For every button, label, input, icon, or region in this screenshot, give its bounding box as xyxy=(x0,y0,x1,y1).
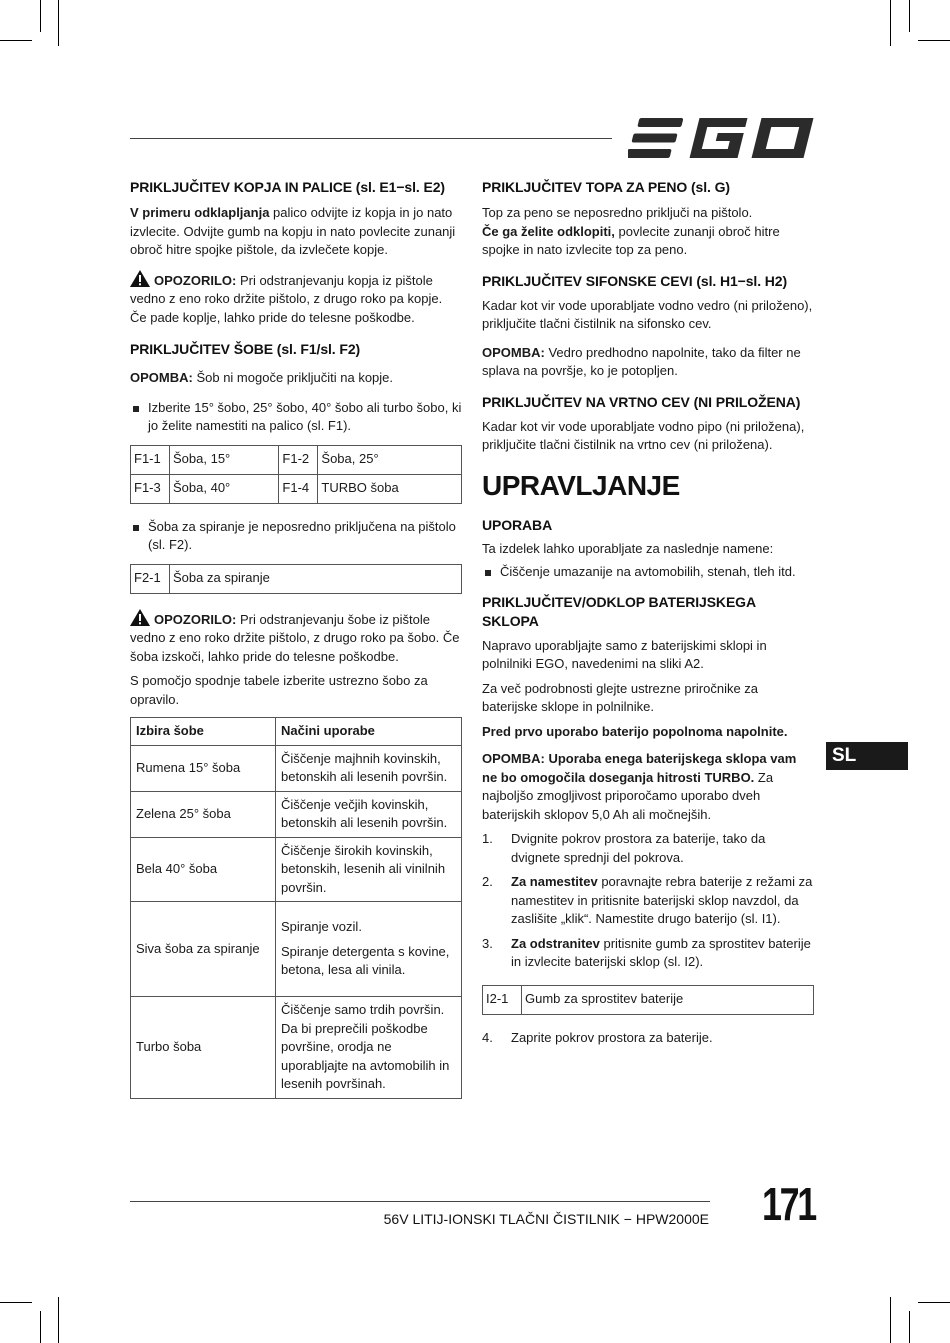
table-header: Izbira šobe xyxy=(131,718,276,746)
text: Vedro predhodno napolnite, tako da filter ne splava na površje, ko je potopljen. xyxy=(482,344,801,378)
table-row xyxy=(131,791,462,837)
crop-mark xyxy=(40,0,41,32)
table-row xyxy=(131,474,462,503)
table-row xyxy=(483,985,814,1014)
paragraph xyxy=(482,223,814,260)
step-bold: Za odstranitev xyxy=(511,935,600,951)
table-cell: Šoba, 25° xyxy=(318,445,462,474)
figure-f1-table xyxy=(130,445,462,504)
paragraph: Kadar kot vir vode uporabljate vodno vedro (ni priloženo), priključite tlačni čistilnik na sifonsko cev. xyxy=(482,297,813,331)
table-cell: F1-4 xyxy=(279,474,318,503)
language-tab: SL xyxy=(826,742,908,770)
section-title-usage: UPORABA xyxy=(482,516,553,533)
bold-lead: Če ga želite odklopiti, xyxy=(482,223,615,239)
table-cell: F1-3 xyxy=(131,474,170,503)
table-cell: Bela 40° šoba xyxy=(131,837,276,902)
numbered-step xyxy=(482,935,814,972)
crop-mark xyxy=(58,1297,59,1343)
table-cell: Čiščenje širokih kovinskih, betonskih, lesenih ali vinilnih površin. xyxy=(276,837,462,902)
usage-line: Spiranje detergenta s kovine, betona, lesa ali vinila. xyxy=(281,943,450,978)
table-cell: F1-2 xyxy=(279,445,318,474)
table-cell: I2-1 xyxy=(483,985,522,1014)
main-heading: UPRAVLJANJE xyxy=(482,469,680,501)
numbered-step xyxy=(482,1029,814,1048)
crop-mark xyxy=(890,1297,891,1343)
note-label: OPOMBA: xyxy=(130,370,193,385)
table-row xyxy=(131,837,462,902)
step-text: Dvignite pokrov prostora za baterije, tako da dvignete sprednji del pokrova. xyxy=(511,831,766,865)
table-cell: Rumena 15° šoba xyxy=(131,745,276,791)
footer-title: 56V LITIJ-IONSKI TLAČNI ČISTILNIK − HPW2000E xyxy=(383,1211,709,1227)
usage-line: Spiranje vozil. xyxy=(281,919,362,935)
step-text: poravnajte rebra baterije z režami za namestitev in pritisnite baterijski sklop navzdol, da zaslišite „klik“. Namestite drugo baterijo (sl. I1). xyxy=(511,874,813,926)
table-cell: Turbo šoba xyxy=(131,997,276,1099)
table-cell: Šoba za spiranje xyxy=(170,564,462,593)
note-paragraph xyxy=(482,344,814,381)
section-title-foam-cannon: PRIKLJUČITEV TOPA ZA PENO (sl. G) xyxy=(482,179,730,195)
numbered-step xyxy=(482,830,814,867)
warning-paragraph xyxy=(130,270,462,328)
step-number: 3. xyxy=(482,935,493,951)
crop-mark xyxy=(918,40,950,41)
crop-mark xyxy=(918,1302,950,1303)
right-column xyxy=(482,178,814,1047)
crop-mark xyxy=(909,1311,910,1343)
warning-icon xyxy=(130,609,150,626)
text: Pri odstranjevanju kopja iz pištole vedno z eno roko držite pištolo, z drugo roko pa kopje. Če pade koplje, lahko pride do telesne poškodbe. xyxy=(130,272,443,325)
section-title-siphon-hose: PRIKLJUČITEV SIFONSKE CEVI (sl. H1−sl. H2) xyxy=(482,272,788,289)
table-row xyxy=(131,997,462,1099)
paragraph: Napravo uporabljajte samo z baterijskimi sklopi in polnilniki EGO, navedenimi na sliki A2. xyxy=(482,637,767,671)
step-number: 1. xyxy=(482,831,493,846)
step-number: 4. xyxy=(482,1029,493,1045)
table-row xyxy=(131,564,462,593)
paragraph xyxy=(130,204,462,260)
table-header-row xyxy=(131,718,462,746)
text: Pri odstranjevanju šobe iz pištole vedno z eno roko držite pištolo, z drugo roko pa šobo. Če šoba izskoči, lahko pride do telesne poškodbe. xyxy=(130,611,460,664)
table-cell: Čiščenje majhnih kovinskih, betonskih ali lesenih površin. xyxy=(276,745,462,791)
table-cell: F1-1 xyxy=(131,445,170,474)
header-rule xyxy=(130,138,612,139)
table-cell: Čiščenje večjih kovinskih, betonskih ali lesenih površin. xyxy=(276,791,462,837)
note-bold: Uporaba enega baterijskega sklopa vam ne bo omogočila doseganja hitrosti TURBO. xyxy=(482,751,797,785)
text: povlecite zunanji obroč hitre spojke in nato izvlecite top za peno. xyxy=(482,223,780,257)
note-paragraph xyxy=(130,369,462,388)
paragraph: Top za peno se neposredno priključi na pištolo. xyxy=(482,205,753,220)
table-cell: Šoba, 40° xyxy=(170,474,279,503)
crop-mark xyxy=(909,0,910,32)
paragraph: S pomočjo spodnje tabele izberite ustrezno šobo za opravilo. xyxy=(130,673,428,707)
table-row xyxy=(131,745,462,791)
table-cell: Čiščenje samo trdih površin. Da bi preprečili poškodbe površine, orodja ne uporabljajte na avtomobilih in lesenih površinah. xyxy=(276,997,462,1099)
warning-label: OPOZORILO: xyxy=(154,611,237,627)
crop-mark xyxy=(0,40,32,41)
note-paragraph xyxy=(482,750,814,824)
table-cell: TURBO šoba xyxy=(318,474,462,503)
nozzle-usage-table xyxy=(130,717,462,1099)
step-text: pritisnite gumb za sprostitev baterije in izvlecite baterijski sklop (sl. I2). xyxy=(511,935,811,969)
text: Šob ni mogoče priključiti na kopje. xyxy=(192,370,394,385)
table-row xyxy=(131,445,462,474)
bullet-item: Čiščenje umazanije na avtomobilih, stenah, tleh itd. xyxy=(482,563,814,582)
table-cell: Šoba, 15° xyxy=(170,445,279,474)
bold-lead: V primeru odklapljanja xyxy=(130,205,270,220)
note-label: OPOMBA: xyxy=(482,751,545,766)
paragraph: Ta izdelek lahko uporabljate za naslednje namene: xyxy=(482,540,774,556)
table-cell: F2-1 xyxy=(131,564,170,593)
paragraph: Kadar kot vir vode uporabljate vodno pipo (ni priložena), priključite tlačni čistilnik na vrtno cev (ni priložena). xyxy=(482,418,805,452)
warning-paragraph xyxy=(130,609,462,667)
section-title-nozzle: PRIKLJUČITEV ŠOBE (sl. F1/sl. F2) xyxy=(130,341,361,357)
crop-mark xyxy=(0,1302,32,1303)
table-cell xyxy=(276,902,462,997)
crop-mark xyxy=(58,0,59,46)
crop-mark xyxy=(40,1311,41,1343)
table-cell: Siva šoba za spiranje xyxy=(131,902,276,997)
bullet-item: Izberite 15° šobo, 25° šobo, 40° šobo ali turbo šobo, ki jo želite namestiti na palico (sl. F1). xyxy=(130,399,462,436)
text: Za najboljšo zmogljivost priporočamo uporabo dveh baterijskih sklopov 5,0 Ah ali močnejših. xyxy=(482,769,774,822)
numbered-step xyxy=(482,873,814,929)
table-header: Načini uporabe xyxy=(276,718,462,746)
section-title-lance-wand: PRIKLJUČITEV KOPJA IN PALICE (sl. E1−sl. E2) xyxy=(130,179,445,195)
left-column xyxy=(130,178,462,1099)
warning-icon xyxy=(130,270,150,287)
step-text: Zaprite pokrov prostora za baterije. xyxy=(511,1029,713,1045)
figure-f2-table xyxy=(130,564,462,594)
figure-i2-table xyxy=(482,985,814,1015)
table-row xyxy=(131,902,462,997)
section-title-garden-hose: PRIKLJUČITEV NA VRTNO CEV (NI PRILOŽENA) xyxy=(482,393,801,410)
footer-rule xyxy=(130,1201,710,1202)
ego-logo xyxy=(628,116,814,160)
warning-label: OPOZORILO: xyxy=(154,272,237,288)
text: palico odvijte iz kopja in jo nato izvlecite. Odvijte gumb na kopju in nato povlecite zunanji obroč hitre spojke pištole, da izvlečete kopje. xyxy=(130,205,456,257)
bullet-item: Šoba za spiranje je neposredno priključena na pištolo (sl. F2). xyxy=(130,518,462,555)
table-cell: Zelena 25° šoba xyxy=(131,791,276,837)
note-label: OPOMBA: xyxy=(482,344,545,360)
paragraph: Za več podrobnosti glejte ustrezne priročnike za baterijske sklope in polnilnike. xyxy=(482,680,759,714)
step-bold: Za namestitev xyxy=(511,874,598,889)
crop-mark xyxy=(890,0,891,46)
page-number: 171 xyxy=(762,1178,815,1230)
table-cell: Gumb za sprostitev baterije xyxy=(522,985,814,1014)
paragraph-bold: Pred prvo uporabo baterijo popolnoma napolnite. xyxy=(482,723,788,739)
step-number: 2. xyxy=(482,874,493,889)
section-title-battery: PRIKLJUČITEV/ODKLOP BATERIJSKEGA SKLOPA xyxy=(482,593,756,629)
